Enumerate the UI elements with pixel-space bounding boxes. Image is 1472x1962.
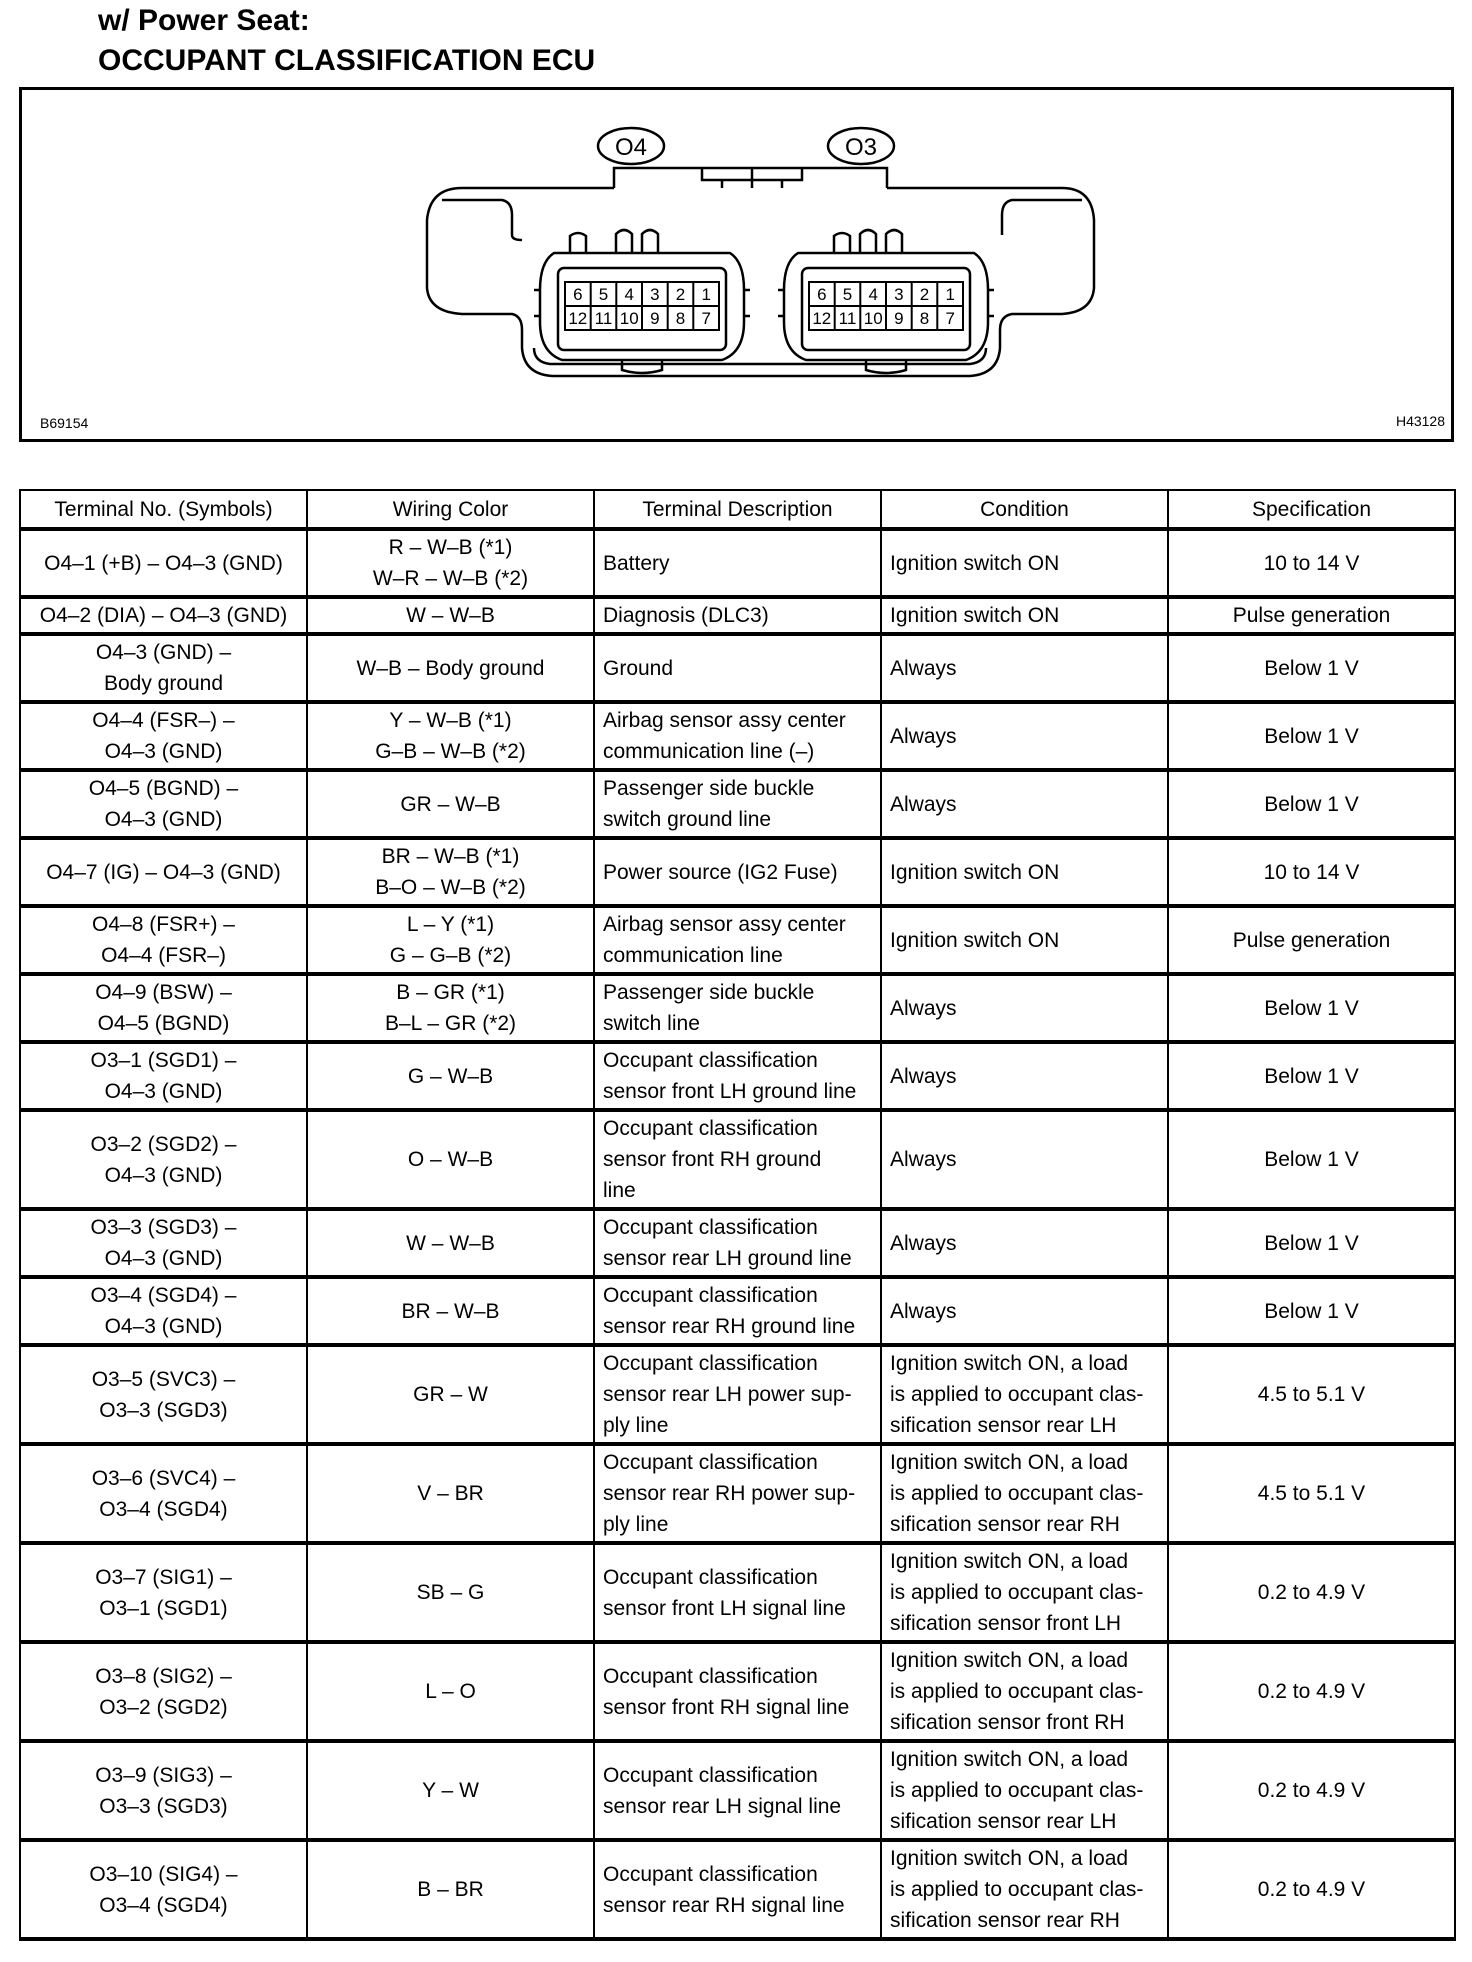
housing-top-tab bbox=[614, 168, 887, 188]
terminal-cell: O3–8 (SIG2) – O3–2 (SGD2) bbox=[20, 1642, 307, 1741]
specification-cell: 0.2 to 4.9 V bbox=[1168, 1840, 1455, 1939]
specification-cell: Below 1 V bbox=[1168, 974, 1455, 1042]
specification-cell: Pulse generation bbox=[1168, 906, 1455, 974]
terminal-cell: O4–4 (FSR–) – O4–3 (GND) bbox=[20, 702, 307, 770]
condition-cell: Ignition switch ON bbox=[881, 529, 1168, 597]
wiring-color-cell: G – W–B bbox=[307, 1042, 594, 1110]
specification-cell: 10 to 14 V bbox=[1168, 838, 1455, 906]
column-header: Condition bbox=[881, 490, 1168, 529]
pin-label: 10 bbox=[619, 309, 639, 328]
description-cell: Occupant classification sensor rear LH ground line bbox=[594, 1209, 881, 1277]
description-cell: Occupant classification sensor rear RH ground line bbox=[594, 1277, 881, 1345]
specification-cell: 0.2 to 4.9 V bbox=[1168, 1543, 1455, 1642]
pin-label: 4 bbox=[624, 285, 634, 304]
pin-label: 6 bbox=[573, 285, 583, 304]
terminal-cell: O3–1 (SGD1) – O4–3 (GND) bbox=[20, 1042, 307, 1110]
description-cell: Airbag sensor assy center communication line bbox=[594, 906, 881, 974]
condition-cell: Always bbox=[881, 702, 1168, 770]
wiring-color-cell: O – W–B bbox=[307, 1110, 594, 1209]
ecu-connector-drawing bbox=[22, 90, 1451, 439]
description-cell: Occupant classification sensor rear RH power sup- ply line bbox=[594, 1444, 881, 1543]
pin-label: 3 bbox=[650, 285, 660, 304]
condition-cell: Ignition switch ON bbox=[881, 906, 1168, 974]
terminal-cell: O4–8 (FSR+) – O4–4 (FSR–) bbox=[20, 906, 307, 974]
pin-label: 11 bbox=[594, 309, 613, 328]
table-body bbox=[20, 529, 1455, 1939]
description-cell: Occupant classification sensor rear LH signal line bbox=[594, 1741, 881, 1840]
wiring-color-cell: W – W–B bbox=[307, 1209, 594, 1277]
pin-label: 12 bbox=[568, 309, 588, 328]
description-cell: Ground bbox=[594, 634, 881, 702]
condition-cell: Ignition switch ON, a load is applied to occupant clas- sification sensor front LH bbox=[881, 1543, 1168, 1642]
table-row bbox=[20, 634, 1455, 702]
terminal-cell: O3–10 (SIG4) – O3–4 (SGD4) bbox=[20, 1840, 307, 1939]
pin-label: 7 bbox=[945, 309, 955, 328]
table-row bbox=[20, 1209, 1455, 1277]
terminal-cell: O4–9 (BSW) – O4–5 (BGND) bbox=[20, 974, 307, 1042]
specification-cell: Below 1 V bbox=[1168, 1277, 1455, 1345]
description-cell: Battery bbox=[594, 529, 881, 597]
wiring-color-cell: W–B – Body ground bbox=[307, 634, 594, 702]
table-row bbox=[20, 1345, 1455, 1444]
condition-cell: Always bbox=[881, 1042, 1168, 1110]
pin-label: 5 bbox=[598, 285, 609, 304]
pin-label: 12 bbox=[812, 309, 832, 328]
wiring-color-cell: B – BR bbox=[307, 1840, 594, 1939]
description-cell: Passenger side buckle switch line bbox=[594, 974, 881, 1042]
condition-cell: Ignition switch ON, a load is applied to occupant clas- sification sensor rear RH bbox=[881, 1840, 1168, 1939]
wiring-color-cell: R – W–B (*1) W–R – W–B (*2) bbox=[307, 529, 594, 597]
specification-cell: Below 1 V bbox=[1168, 770, 1455, 838]
description-cell: Occupant classification sensor front LH signal line bbox=[594, 1543, 881, 1642]
ecu-housing-outline bbox=[427, 188, 1094, 376]
terminal-cell: O3–5 (SVC3) – O3–3 (SGD3) bbox=[20, 1345, 307, 1444]
connector-label-o4: O4 bbox=[614, 134, 648, 161]
table-row bbox=[20, 1741, 1455, 1840]
wiring-color-cell: BR – W–B bbox=[307, 1277, 594, 1345]
specification-cell: Below 1 V bbox=[1168, 1042, 1455, 1110]
column-header: Specification bbox=[1168, 490, 1455, 529]
wiring-color-cell: L – Y (*1) G – G–B (*2) bbox=[307, 906, 594, 974]
pin-label: 11 bbox=[838, 309, 857, 328]
specification-cell: Pulse generation bbox=[1168, 597, 1455, 634]
specification-cell: 0.2 to 4.9 V bbox=[1168, 1741, 1455, 1840]
wiring-color-cell: V – BR bbox=[307, 1444, 594, 1543]
specification-cell: Below 1 V bbox=[1168, 1209, 1455, 1277]
table-row bbox=[20, 974, 1455, 1042]
page-title: OCCUPANT CLASSIFICATION ECU bbox=[98, 44, 596, 77]
wiring-color-cell: B – GR (*1) B–L – GR (*2) bbox=[307, 974, 594, 1042]
specification-cell: Below 1 V bbox=[1168, 1110, 1455, 1209]
terminal-cell: O4–3 (GND) – Body ground bbox=[20, 634, 307, 702]
table-row bbox=[20, 1042, 1455, 1110]
terminal-cell: O4–7 (IG) – O4–3 (GND) bbox=[20, 838, 307, 906]
table-row bbox=[20, 838, 1455, 906]
pin-label: 5 bbox=[842, 285, 853, 304]
table-header-row bbox=[20, 490, 1455, 529]
table-row bbox=[20, 597, 1455, 634]
condition-cell: Ignition switch ON bbox=[881, 838, 1168, 906]
wiring-color-cell: SB – G bbox=[307, 1543, 594, 1642]
page-subtitle: w/ Power Seat: bbox=[98, 4, 310, 37]
condition-cell: Always bbox=[881, 1110, 1168, 1209]
terminal-cell: O3–6 (SVC4) – O3–4 (SGD4) bbox=[20, 1444, 307, 1543]
specification-cell: 10 to 14 V bbox=[1168, 529, 1455, 597]
pin-label: 1 bbox=[945, 285, 955, 304]
specification-cell: Below 1 V bbox=[1168, 702, 1455, 770]
specification-cell: 0.2 to 4.9 V bbox=[1168, 1642, 1455, 1741]
terminal-spec-table bbox=[19, 489, 1456, 1941]
terminal-cell: O3–9 (SIG3) – O3–3 (SGD3) bbox=[20, 1741, 307, 1840]
condition-cell: Always bbox=[881, 770, 1168, 838]
pin-label: 4 bbox=[868, 285, 878, 304]
pin-label: 2 bbox=[675, 285, 686, 304]
pin-label: 7 bbox=[701, 309, 711, 328]
column-header: Terminal No. (Symbols) bbox=[20, 490, 307, 529]
table-row bbox=[20, 770, 1455, 838]
wiring-color-cell: L – O bbox=[307, 1642, 594, 1741]
wiring-color-cell: GR – W bbox=[307, 1345, 594, 1444]
table-row bbox=[20, 529, 1455, 597]
description-cell: Occupant classification sensor rear LH power sup- ply line bbox=[594, 1345, 881, 1444]
table-row bbox=[20, 1840, 1455, 1939]
pin-label: 6 bbox=[817, 285, 827, 304]
description-cell: Airbag sensor assy center communication line (–) bbox=[594, 702, 881, 770]
column-header: Terminal Description bbox=[594, 490, 881, 529]
condition-cell: Ignition switch ON, a load is applied to occupant clas- sification sensor rear LH bbox=[881, 1345, 1168, 1444]
terminal-cell: O4–2 (DIA) – O4–3 (GND) bbox=[20, 597, 307, 634]
wiring-color-cell: Y – W–B (*1) G–B – W–B (*2) bbox=[307, 702, 594, 770]
figure-code-left: B69154 bbox=[40, 415, 89, 431]
description-cell: Occupant classification sensor rear RH signal line bbox=[594, 1840, 881, 1939]
pin-label: 10 bbox=[863, 309, 883, 328]
condition-cell: Always bbox=[881, 974, 1168, 1042]
condition-cell: Always bbox=[881, 1209, 1168, 1277]
specification-cell: Below 1 V bbox=[1168, 634, 1455, 702]
terminal-cell: O3–3 (SGD3) – O4–3 (GND) bbox=[20, 1209, 307, 1277]
condition-cell: Always bbox=[881, 1277, 1168, 1345]
pin-label: 9 bbox=[650, 309, 660, 328]
specification-cell: 4.5 to 5.1 V bbox=[1168, 1444, 1455, 1543]
table-row bbox=[20, 1444, 1455, 1543]
figure-code-right: H43128 bbox=[1395, 413, 1445, 429]
terminal-cell: O4–5 (BGND) – O4–3 (GND) bbox=[20, 770, 307, 838]
condition-cell: Ignition switch ON bbox=[881, 597, 1168, 634]
table-row bbox=[20, 906, 1455, 974]
wiring-color-cell: GR – W–B bbox=[307, 770, 594, 838]
pin-label: 3 bbox=[894, 285, 904, 304]
pin-label: 9 bbox=[894, 309, 904, 328]
connector-diagram bbox=[19, 87, 1454, 442]
condition-cell: Always bbox=[881, 634, 1168, 702]
description-cell: Occupant classification sensor front RH signal line bbox=[594, 1642, 881, 1741]
description-cell: Diagnosis (DLC3) bbox=[594, 597, 881, 634]
terminal-cell: O3–4 (SGD4) – O4–3 (GND) bbox=[20, 1277, 307, 1345]
table-row bbox=[20, 1110, 1455, 1209]
description-cell: Power source (IG2 Fuse) bbox=[594, 838, 881, 906]
table-row bbox=[20, 1543, 1455, 1642]
description-cell: Passenger side buckle switch ground line bbox=[594, 770, 881, 838]
terminal-cell: O4–1 (+B) – O4–3 (GND) bbox=[20, 529, 307, 597]
terminal-cell: O3–7 (SIG1) – O3–1 (SGD1) bbox=[20, 1543, 307, 1642]
table-row bbox=[20, 1642, 1455, 1741]
pin-label: 2 bbox=[919, 285, 930, 304]
wiring-color-cell: BR – W–B (*1) B–O – W–B (*2) bbox=[307, 838, 594, 906]
pin-label: 1 bbox=[701, 285, 711, 304]
terminal-cell: O3–2 (SGD2) – O4–3 (GND) bbox=[20, 1110, 307, 1209]
condition-cell: Ignition switch ON, a load is applied to occupant clas- sification sensor front RH bbox=[881, 1642, 1168, 1741]
wiring-color-cell: W – W–B bbox=[307, 597, 594, 634]
condition-cell: Ignition switch ON, a load is applied to occupant clas- sification sensor rear RH bbox=[881, 1444, 1168, 1543]
table-row bbox=[20, 702, 1455, 770]
connector-label-o3: O3 bbox=[844, 134, 878, 161]
description-cell: Occupant classification sensor front LH ground line bbox=[594, 1042, 881, 1110]
specification-cell: 4.5 to 5.1 V bbox=[1168, 1345, 1455, 1444]
column-header: Wiring Color bbox=[307, 490, 594, 529]
pin-label: 8 bbox=[919, 309, 930, 328]
condition-cell: Ignition switch ON, a load is applied to occupant clas- sification sensor rear LH bbox=[881, 1741, 1168, 1840]
table-row bbox=[20, 1277, 1455, 1345]
description-cell: Occupant classification sensor front RH ground line bbox=[594, 1110, 881, 1209]
pin-label: 8 bbox=[675, 309, 686, 328]
wiring-color-cell: Y – W bbox=[307, 1741, 594, 1840]
